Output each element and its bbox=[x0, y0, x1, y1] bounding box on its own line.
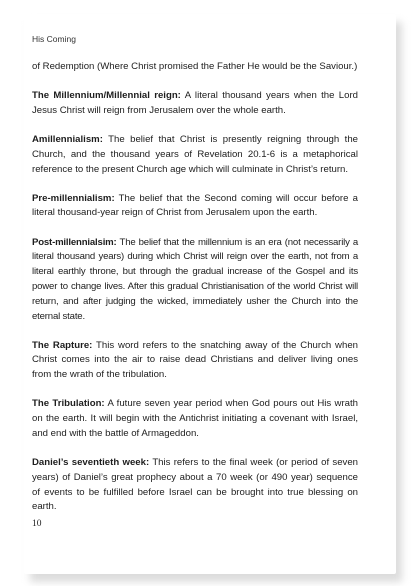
entry-term: The Rapture: bbox=[32, 339, 93, 351]
running-head: His Coming bbox=[32, 34, 76, 44]
entry-amillennialism bbox=[32, 133, 358, 177]
entry-definition: A literal thousand years when the Lord Jesus Christ will reign from Jerusalem over the whole earth. bbox=[32, 90, 359, 116]
entry-term: The Tribulation: bbox=[32, 398, 105, 410]
page-number: 10 bbox=[32, 519, 42, 529]
intro-paragraph: of Redemption (Where Christ promised the Father He would be the Saviour.) bbox=[32, 61, 358, 72]
entry-definition: The belief that Christ is presently reigning through the Church, and the thousand years of Revelation 20.1-6 is a metaphorical reference to the present Church age which will culminate in Christ’s return. bbox=[32, 133, 358, 175]
entry-term: Post-millennialsim: bbox=[32, 236, 117, 248]
page-body bbox=[32, 60, 358, 530]
entry-tribulation bbox=[32, 397, 358, 441]
entry-definition: The belief that the Second coming will occur before a literal thousand-year reign of Christ from Jerusalem upon the earth. bbox=[32, 192, 358, 219]
entry-term: Pre-millennialism: bbox=[32, 192, 115, 204]
entry-definition: This refers to the final week (or period of seven years) of Daniel’s great prophecy about a 70 week (or 490 year) sequence of events to be fulfilled before Israel can be brought into true blessing on earth. bbox=[32, 457, 359, 513]
entry-term: Daniel’s seventieth week: bbox=[32, 457, 150, 469]
entry-term: The Millennium/Millennial reign: bbox=[32, 90, 181, 102]
entry-pre-millennialism bbox=[32, 192, 358, 222]
entry-daniels-seventieth-week bbox=[32, 456, 358, 515]
entry-definition: The belief that the millennium is an era (not necessarily a literal thousand years) during which Christ will reign over the earth, not from a literal earthly throne, but through the gradual increase of the Gospel and its power to change lives. After this gradual Christianisation of the world Christ will return, and after judging the wicked, immediately usher the Church into the eternal state. bbox=[32, 236, 359, 322]
entry-definition: This word refers to the snatching away of the Church when Christ comes into the air to raise dead Christians and deliver living ones from the wrath of the tribulation. bbox=[32, 339, 358, 381]
entry-term: Amillennialism: bbox=[32, 133, 103, 145]
entry-millennium bbox=[32, 89, 358, 119]
entry-rapture bbox=[32, 339, 358, 383]
entry-definition: A future seven year period when God pours out His wrath on the earth. It will begin with the Antichrist initiating a covenant with Israel, and end with the battle of Armageddon. bbox=[32, 398, 358, 439]
entry-post-millennialism bbox=[32, 236, 358, 325]
